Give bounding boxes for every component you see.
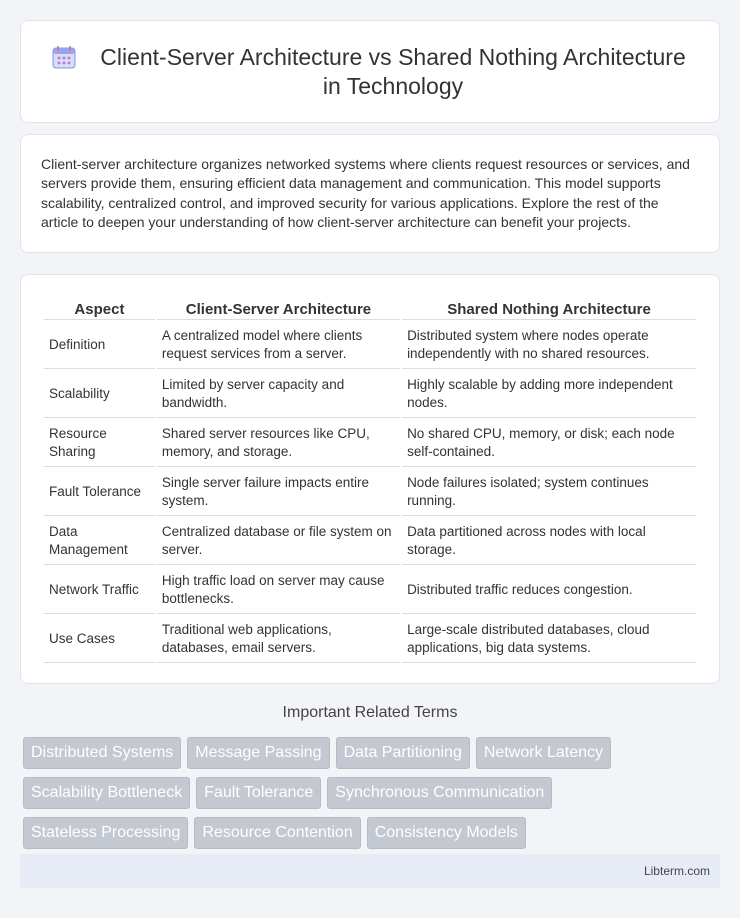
- table-cell: Definition: [44, 322, 155, 369]
- tag-consistency-models[interactable]: Consistency Models: [367, 817, 526, 849]
- table-cell: Highly scalable by adding more independent nodes.: [402, 371, 696, 418]
- table-cell: Fault Tolerance: [44, 469, 155, 516]
- table-cell: Network Traffic: [44, 567, 155, 614]
- table-cell: Single server failure impacts entire system.: [157, 469, 400, 516]
- column-header-shared-nothing: Shared Nothing Architecture: [402, 297, 696, 320]
- table-cell: Node failures isolated; system continues running.: [402, 469, 696, 516]
- table-row: [44, 420, 696, 467]
- intro-card: [20, 134, 720, 253]
- comparison-table: [42, 295, 698, 665]
- tag-fault-tolerance[interactable]: Fault Tolerance: [196, 777, 321, 809]
- footer: [20, 854, 720, 888]
- table-cell: Use Cases: [44, 616, 155, 663]
- table-cell: A centralized model where clients request services from a server.: [157, 322, 400, 369]
- column-header-aspect: Aspect: [44, 297, 155, 320]
- table-cell: Data Management: [44, 518, 155, 565]
- calendar-grid-icon: [51, 44, 77, 70]
- table-row: [44, 469, 696, 516]
- table-cell: High traffic load on server may cause bottlenecks.: [157, 567, 400, 614]
- tag-message-passing[interactable]: Message Passing: [187, 737, 329, 769]
- tag-data-partitioning[interactable]: Data Partitioning: [336, 737, 470, 769]
- header-card: [20, 20, 720, 123]
- table-cell: Distributed traffic reduces congestion.: [402, 567, 696, 614]
- tag-resource-contention[interactable]: Resource Contention: [194, 817, 360, 849]
- table-row: [44, 322, 696, 369]
- related-terms-title: Important Related Terms: [282, 704, 458, 721]
- table-cell: Large-scale distributed databases, cloud applications, big data systems.: [402, 616, 696, 663]
- table-header-row: [44, 297, 696, 320]
- tag-distributed-systems[interactable]: Distributed Systems: [23, 737, 181, 769]
- table-row: [44, 616, 696, 663]
- table-cell: Resource Sharing: [44, 420, 155, 467]
- table-cell: No shared CPU, memory, or disk; each node self-contained.: [402, 420, 696, 467]
- related-terms-tags: [20, 736, 720, 856]
- footer-site-link[interactable]: Libterm.com: [643, 864, 710, 878]
- comparison-table-card: [20, 274, 720, 684]
- table-cell: Scalability: [44, 371, 155, 418]
- table-row: [44, 371, 696, 418]
- intro-paragraph: Client-server architecture organizes networked systems where clients request resources or services, and servers provide them, ensuring efficient data management and communication. This model supports scalability, centralized control, and improved security for various applications. Explore the rest of the article to deepen your understanding of how client-server architecture can benefit your projects.: [41, 156, 690, 231]
- tag-synchronous-communication[interactable]: Synchronous Communication: [327, 777, 552, 809]
- table-cell: Traditional web applications, databases, email servers.: [157, 616, 400, 663]
- tag-scalability-bottleneck[interactable]: Scalability Bottleneck: [23, 777, 190, 809]
- table-cell: Distributed system where nodes operate independently with no shared resources.: [402, 322, 696, 369]
- table-cell: Shared server resources like CPU, memory, and storage.: [157, 420, 400, 467]
- table-row: [44, 567, 696, 614]
- table-cell: Centralized database or file system on server.: [157, 518, 400, 565]
- column-header-client-server: Client-Server Architecture: [157, 297, 400, 320]
- tag-network-latency[interactable]: Network Latency: [476, 737, 611, 769]
- table-cell: Limited by server capacity and bandwidth.: [157, 371, 400, 418]
- table-row: [44, 518, 696, 565]
- tag-stateless-processing[interactable]: Stateless Processing: [23, 817, 188, 849]
- page-title: Client-Server Architecture vs Shared Nothing Architecture in Technology: [100, 43, 686, 99]
- table-cell: Data partitioned across nodes with local storage.: [402, 518, 696, 565]
